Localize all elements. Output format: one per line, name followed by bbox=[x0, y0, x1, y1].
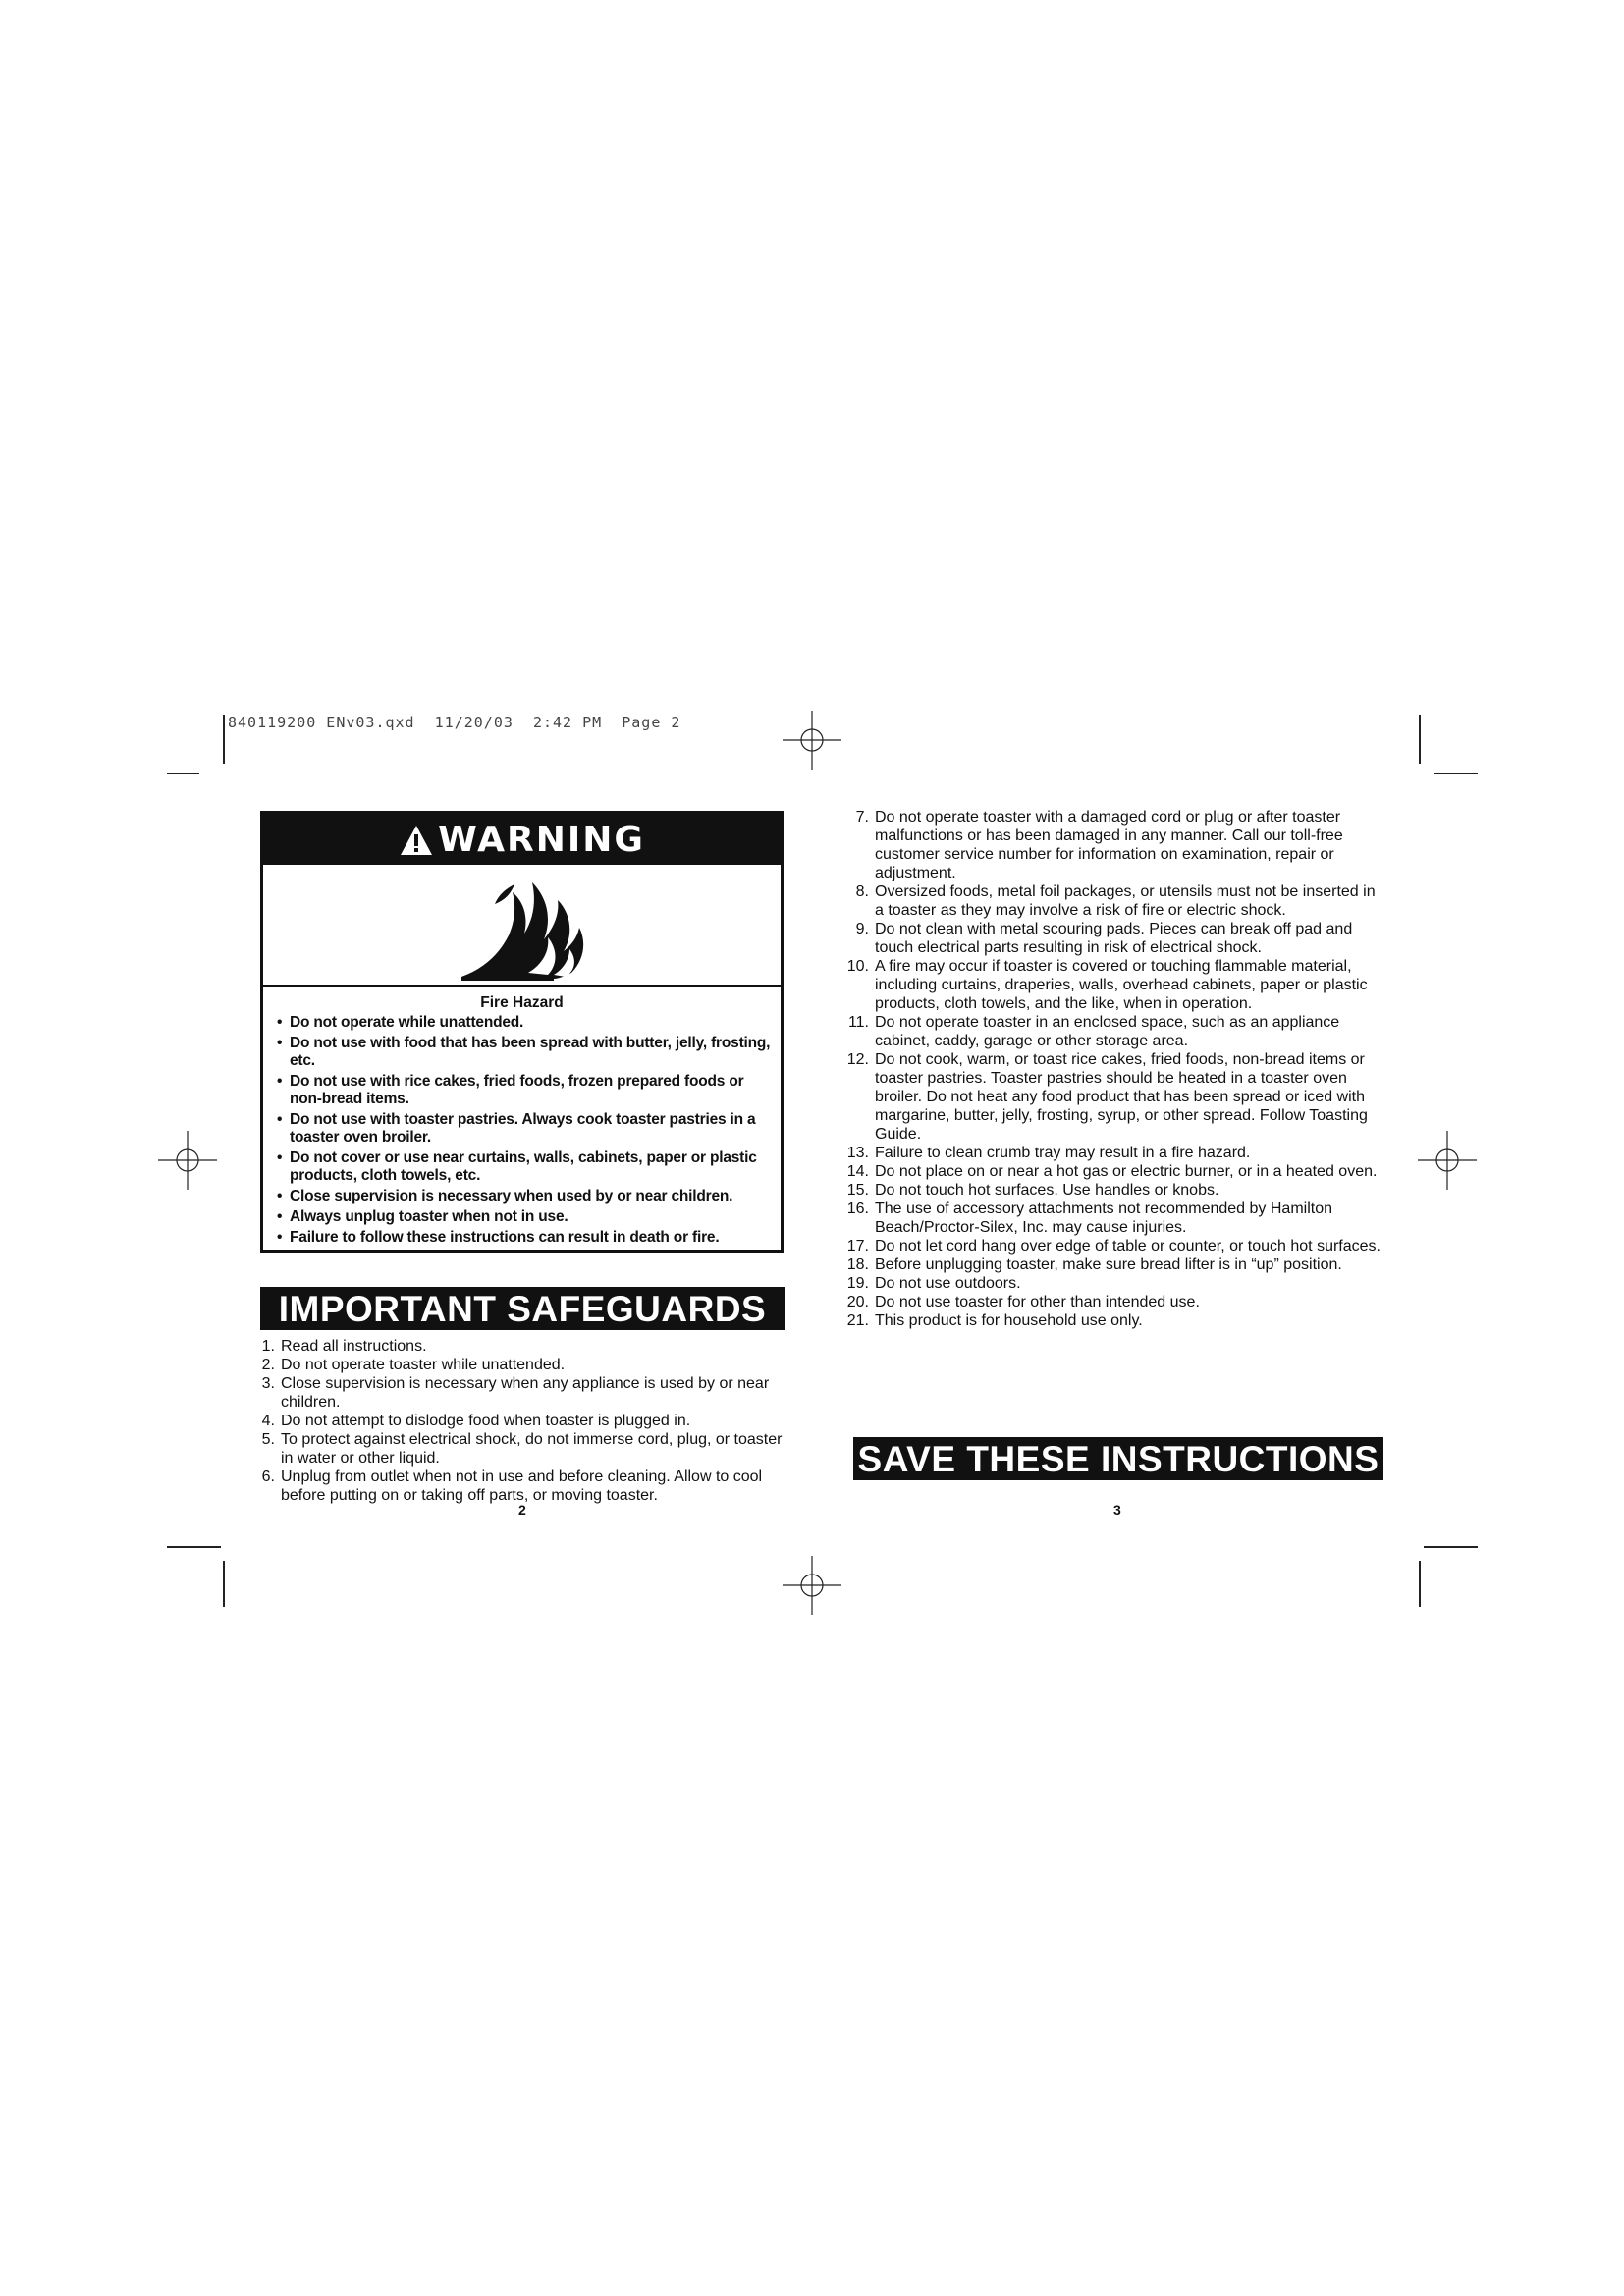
list-item: 17. Do not let cord hang over edge of table or counter, or touch hot surfaces. bbox=[846, 1238, 1380, 1255]
list-item: • Close supervision is necessary when used by or near children. bbox=[277, 1188, 771, 1205]
list-item: 14. Do not place on or near a hot gas or electric burner, or in a heated oven. bbox=[846, 1163, 1378, 1180]
list-item: • Do not cover or use near curtains, walls, cabinets, paper or plastic products, cloth towels, etc. bbox=[277, 1149, 771, 1185]
registration-mark-icon bbox=[158, 1131, 217, 1190]
list-item: 10. A fire may occur if toaster is covered or touching flammable material, including curtains, draperies, walls, overhead cabinets, paper or plastic products, cloth towels, and the like, when in operation. bbox=[846, 958, 1368, 1012]
list-item: 6. Unplug from outlet when not in use and before cleaning. Allow to cool before putting on or taking off parts, or moving toaster. bbox=[261, 1468, 763, 1504]
list-item: • Do not use with toaster pastries. Always cook toaster pastries in a toaster oven broiler. bbox=[277, 1111, 771, 1147]
list-item: 13. Failure to clean crumb tray may result in a fire hazard. bbox=[846, 1145, 1251, 1161]
list-item: 19. Do not use outdoors. bbox=[846, 1275, 1021, 1292]
warning-list bbox=[263, 1014, 781, 1247]
printer-slug: 840119200 ENv03.qxd 11/20/03 2:42 PM Page 2 bbox=[228, 714, 681, 731]
warning-box bbox=[260, 811, 784, 1253]
fire-icon bbox=[456, 879, 593, 981]
save-instructions-banner: SAVE THESE INSTRUCTIONS bbox=[853, 1437, 1383, 1480]
registration-mark-icon bbox=[1418, 1131, 1477, 1190]
crop-mark bbox=[223, 1561, 225, 1607]
list-item: 15. Do not touch hot surfaces. Use handles or knobs. bbox=[846, 1182, 1219, 1199]
crop-mark bbox=[223, 715, 225, 764]
list-item: • Failure to follow these instructions can result in death or fire. bbox=[277, 1229, 771, 1247]
important-safeguards-banner: IMPORTANT SAFEGUARDS bbox=[260, 1287, 785, 1330]
list-item: 1. Read all instructions. bbox=[261, 1338, 427, 1355]
fire-graphic bbox=[263, 865, 781, 987]
list-item: 7. Do not operate toaster with a damaged cord or plug or after toaster malfunctions or has been damaged in any manner. Call our toll-free customer service number for information on examination, repair or adjustment. bbox=[855, 809, 1343, 881]
list-item: 16. The use of accessory attachments not recommended by Hamilton Beach/Proctor-Silex, Inc. may cause injuries. bbox=[846, 1201, 1332, 1236]
list-item: 5. To protect against electrical shock, do not immerse cord, plug, or toaster in water or other liquid. bbox=[261, 1431, 783, 1467]
list-item: 12. Do not cook, warm, or toast rice cakes, fried foods, non-bread items or toaster pastries. Toaster pastries should be heated in a toaster oven broiler. Do not heat any food product that has been spread or iced with margarine, butter, jelly, frosting, syrup, or other spread. Follow Toasting Guide. bbox=[846, 1051, 1368, 1143]
list-item: 3. Close supervision is necessary when any appliance is used by or near children. bbox=[261, 1375, 770, 1411]
list-item: • Always unplug toaster when not in use. bbox=[277, 1208, 771, 1226]
list-item: • Do not use with rice cakes, fried foods, frozen prepared foods or non-bread items. bbox=[277, 1073, 771, 1108]
crop-mark bbox=[167, 773, 199, 774]
list-item: 18. Before unplugging toaster, make sure bread lifter is in “up” position. bbox=[846, 1256, 1342, 1273]
registration-mark-icon bbox=[783, 1556, 841, 1615]
crop-mark bbox=[1434, 773, 1478, 774]
list-item: 8. Oversized foods, metal foil packages, or utensils must not be inserted in a toaster as they may involve a risk of fire or electric shock. bbox=[855, 883, 1376, 919]
list-item: 2. Do not operate toaster while unattended. bbox=[261, 1357, 566, 1373]
page-number-left: 2 bbox=[518, 1502, 526, 1518]
crop-mark bbox=[1419, 1561, 1421, 1607]
safeguards-list-continued bbox=[837, 808, 1386, 1330]
list-item: 9. Do not clean with metal scouring pads. Pieces can break off pad and touch electrical parts resulting in risk of electrical shock. bbox=[855, 921, 1353, 956]
warning-triangle-icon bbox=[399, 824, 434, 857]
registration-mark-icon bbox=[783, 711, 841, 770]
safeguards-list bbox=[243, 1337, 785, 1505]
warning-title: WARNING bbox=[438, 820, 645, 860]
list-item: 4. Do not attempt to dislodge food when toaster is plugged in. bbox=[261, 1413, 691, 1429]
warning-header bbox=[263, 814, 781, 865]
list-item: 20. Do not use toaster for other than intended use. bbox=[846, 1294, 1200, 1310]
crop-mark bbox=[167, 1546, 221, 1548]
page-number-right: 3 bbox=[1113, 1502, 1121, 1518]
hazard-title: Fire Hazard bbox=[480, 994, 564, 1011]
list-item: 21. This product is for household use only. bbox=[846, 1312, 1143, 1329]
list-item: • Do not use with food that has been spread with butter, jelly, frosting, etc. bbox=[277, 1035, 771, 1070]
crop-mark bbox=[1419, 715, 1421, 764]
list-item: • Do not operate while unattended. bbox=[277, 1014, 771, 1032]
list-item: 11. Do not operate toaster in an enclosed space, such as an appliance cabinet, caddy, garage or other storage area. bbox=[847, 1014, 1340, 1049]
crop-mark bbox=[1424, 1546, 1478, 1548]
